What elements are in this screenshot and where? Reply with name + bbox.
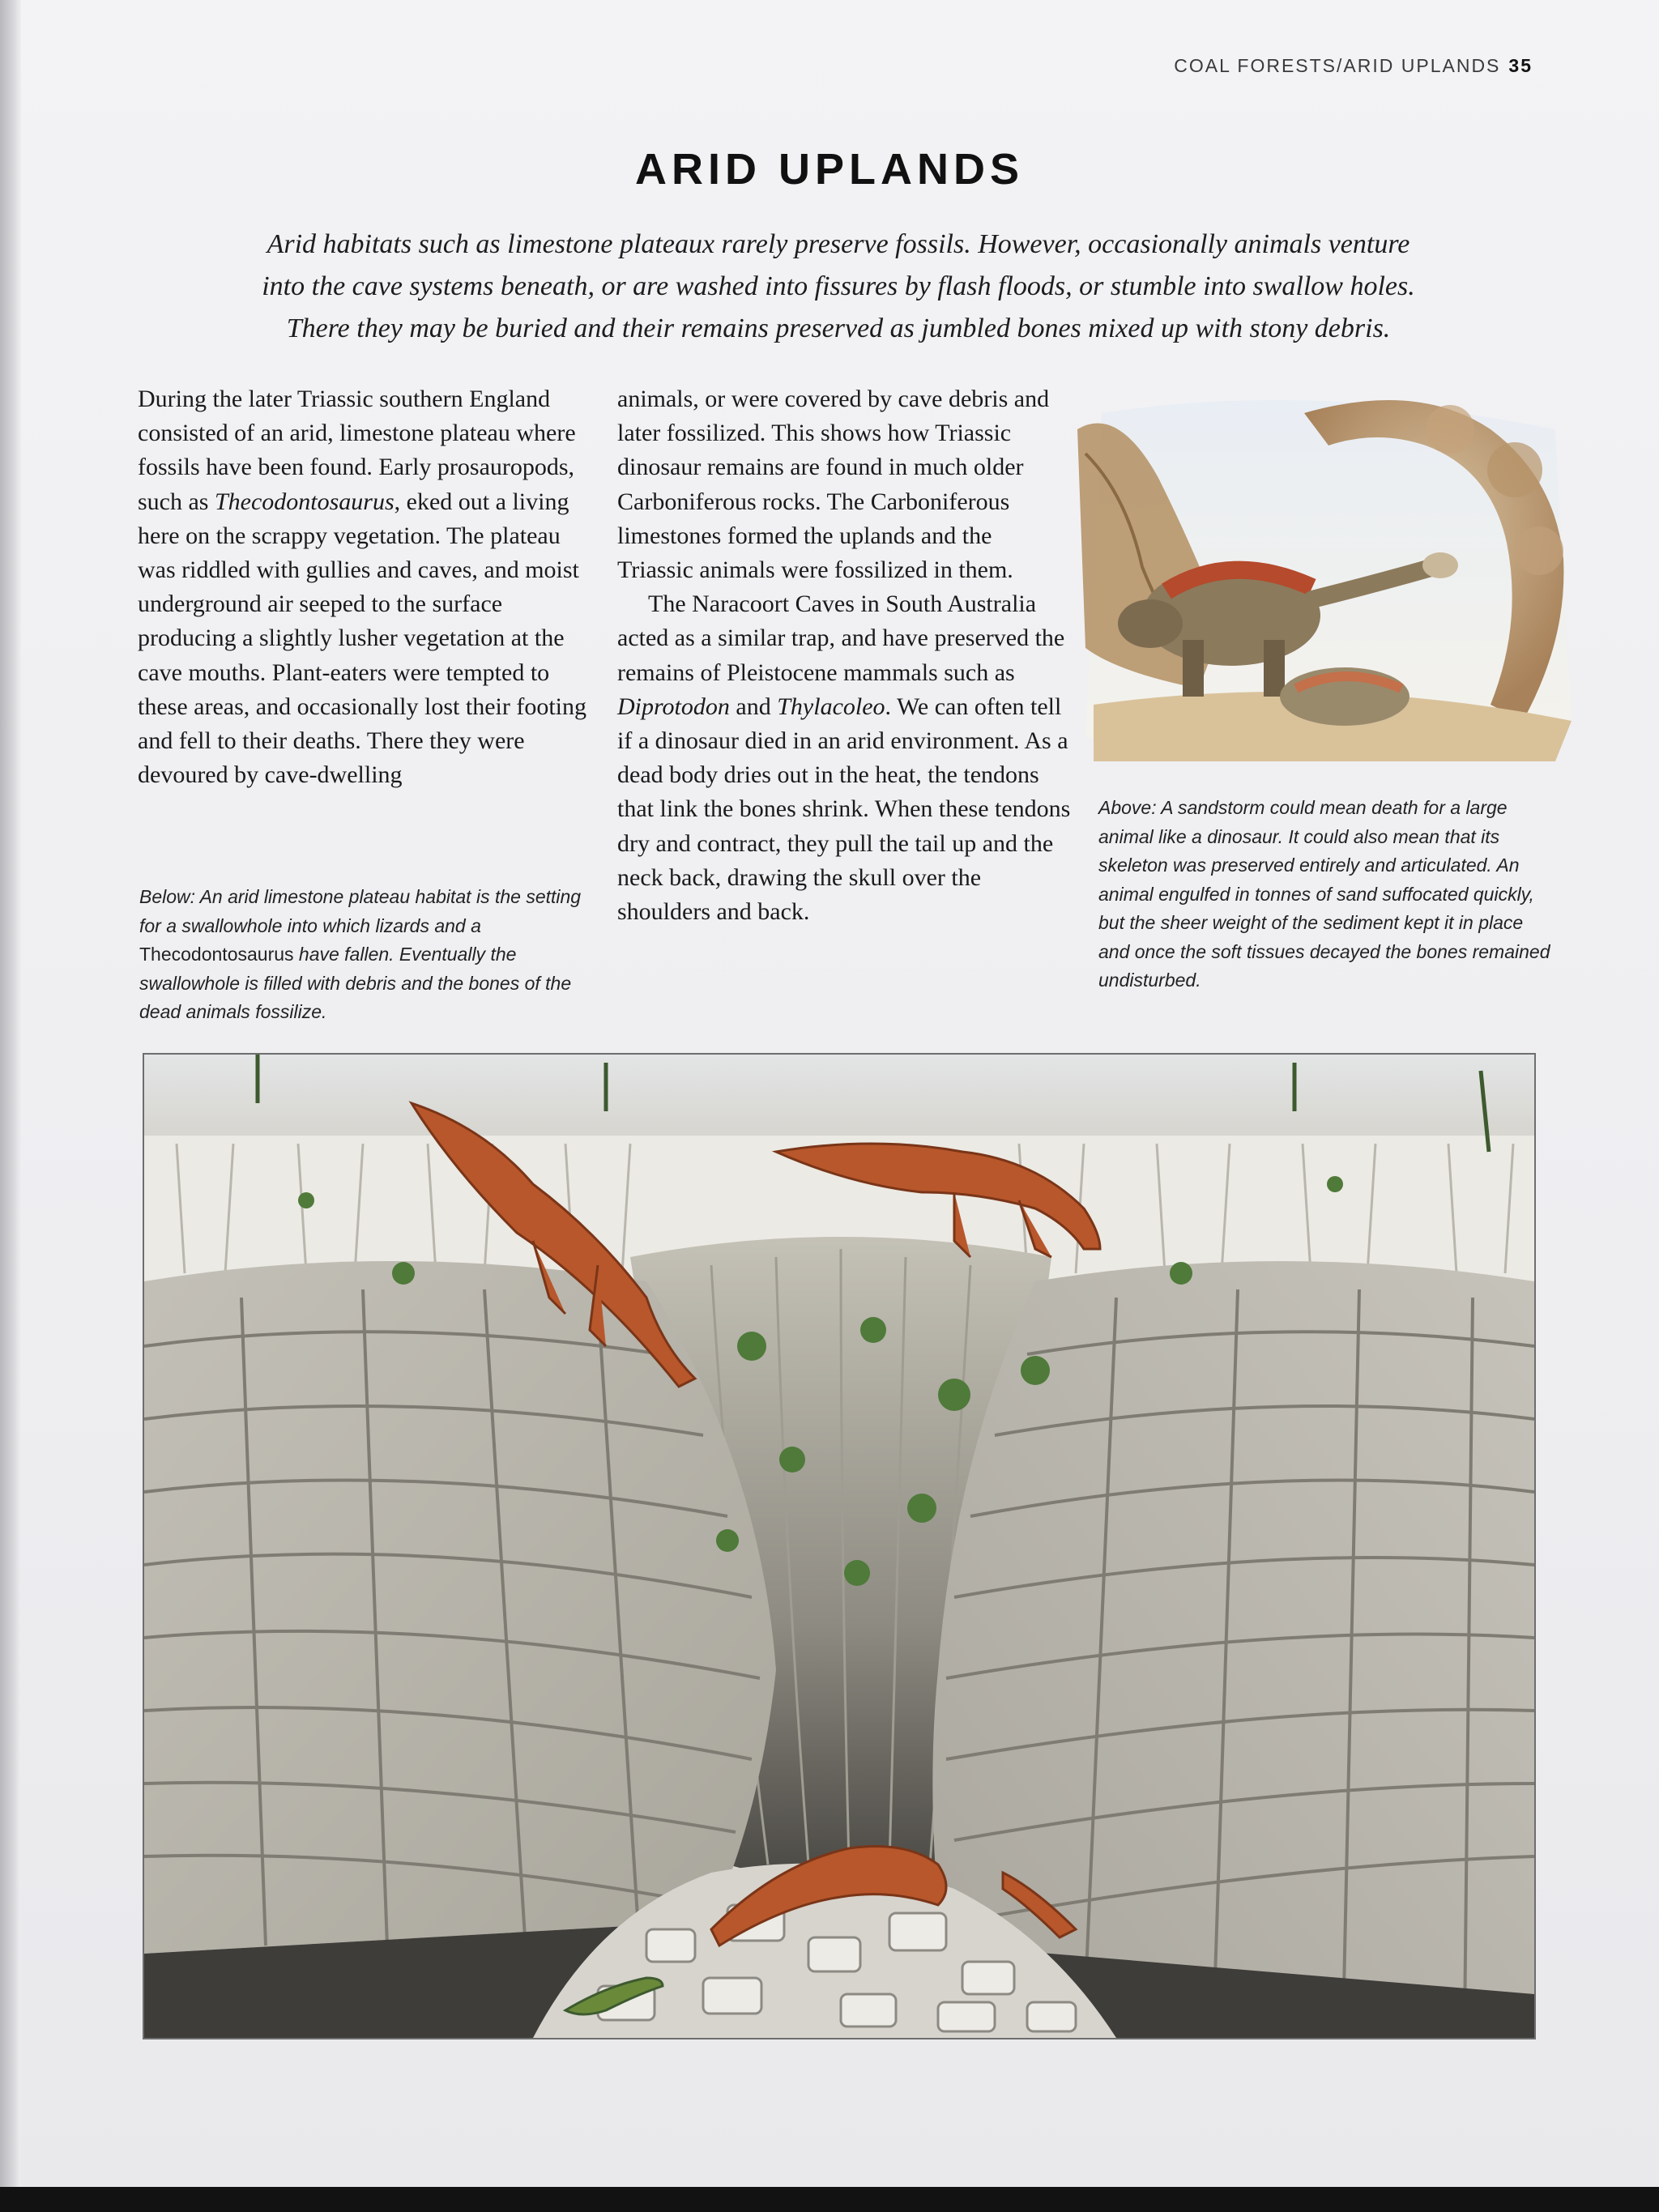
taxon-name: Thecodontosaurus <box>214 488 394 515</box>
taxon-name: Diprotodon <box>617 693 730 720</box>
dust-puff <box>1515 526 1563 575</box>
scan-bottom-edge <box>0 2187 1659 2212</box>
intro-line-3: There they may be buried and their remains preserved as jumbled bones mixed up with stony debris. <box>286 313 1391 343</box>
body-text: The Naracoort Caves in South Australia acted as a similar trap, and have preserved the remains of Pleistocene mammals such as <box>617 590 1065 686</box>
page-title: ARID UPLANDS <box>634 145 1024 194</box>
taxon-name: Thecodontosaurus <box>139 944 294 965</box>
taxon-name: Thylacoleo <box>777 693 885 720</box>
swallowhole-svg <box>144 1055 1534 2038</box>
caption-text: Below: An arid limestone plateau habitat is the setting for a swallowhole into which lizards and a <box>139 886 582 936</box>
body-text: and <box>729 693 778 720</box>
body-text: , eked out a living here on the scrappy vegetation. The plateau was riddled with gullies and caves, and moist underground air seeped to the surface producing a slightly lusher vegetation at the cave mouths. Plant-eaters were tempted to these areas, and occasionally lost their footing and fell to their deaths. There they were devoured by cave-dwelling <box>138 488 586 789</box>
dust-puff <box>1426 405 1474 454</box>
page-gutter <box>0 0 21 2187</box>
running-head <box>1174 55 1533 77</box>
sandstorm-illustration <box>1069 381 1580 761</box>
ankylosaur-leg <box>1264 640 1285 697</box>
body-paragraph: animals, or were covered by cave debris and later fossilized. This shows how Triassic dinosaur remains are found in much older Carboniferous rocks. The Carboniferous limestones formed the uplands and the Triassic animals were fossilized in them. <box>617 386 1050 584</box>
intro-line-1: Arid habitats such as limestone plateaux rarely preserve fossils. However, occasionally animals venture <box>267 229 1410 259</box>
intro-line-2: into the cave systems beneath, or are washed into fissures by flash floods, or stumble into swallow holes. <box>262 271 1415 301</box>
body-text: During the later Triassic southern England consisted of an arid, limestone plateau where fossils have been found. Early prosauropods, such as <box>138 386 576 515</box>
caption-below <box>139 883 601 1027</box>
body-paragraph <box>138 382 591 792</box>
dust-puff <box>1487 442 1542 497</box>
running-head-section: COAL FORESTS/ARID UPLANDS <box>1174 55 1501 76</box>
body-paragraph <box>617 587 1071 929</box>
tail-club <box>1422 552 1458 578</box>
intro-paragraph <box>194 224 1482 350</box>
ankylosaur-fallen <box>1280 667 1410 726</box>
body-column-2 <box>617 382 1071 929</box>
ankylosaur-head <box>1118 599 1183 648</box>
body-text: . We can often tell if a dinosaur died in an arid environment. As a dead body dries out in the heat, the tendons that link the bones shrink. When these tendons dry and contract, they pull the tail up and the neck back, drawing the skull over the shoulders and back. <box>617 693 1071 926</box>
swallowhole-illustration <box>143 1053 1536 2039</box>
page-number: 35 <box>1508 55 1533 76</box>
body-column-1 <box>138 382 591 792</box>
caption-text: have fallen. Eventually the swallowhole is filled with debris and the bones of the dead animals fossilize. <box>139 944 572 1022</box>
sandstorm-svg <box>1069 381 1580 761</box>
caption-above: Above: A sandstorm could mean death for a large animal like a dinosaur. It could also mean that its skeleton was preserved entirely and articulated. An animal engulfed in tonnes of sand suffocated quickly, but the sheer weight of the sediment kept it in place and once the soft tissues decayed the bones remained undisturbed. <box>1098 797 1550 991</box>
ankylosaur-leg <box>1183 640 1204 697</box>
